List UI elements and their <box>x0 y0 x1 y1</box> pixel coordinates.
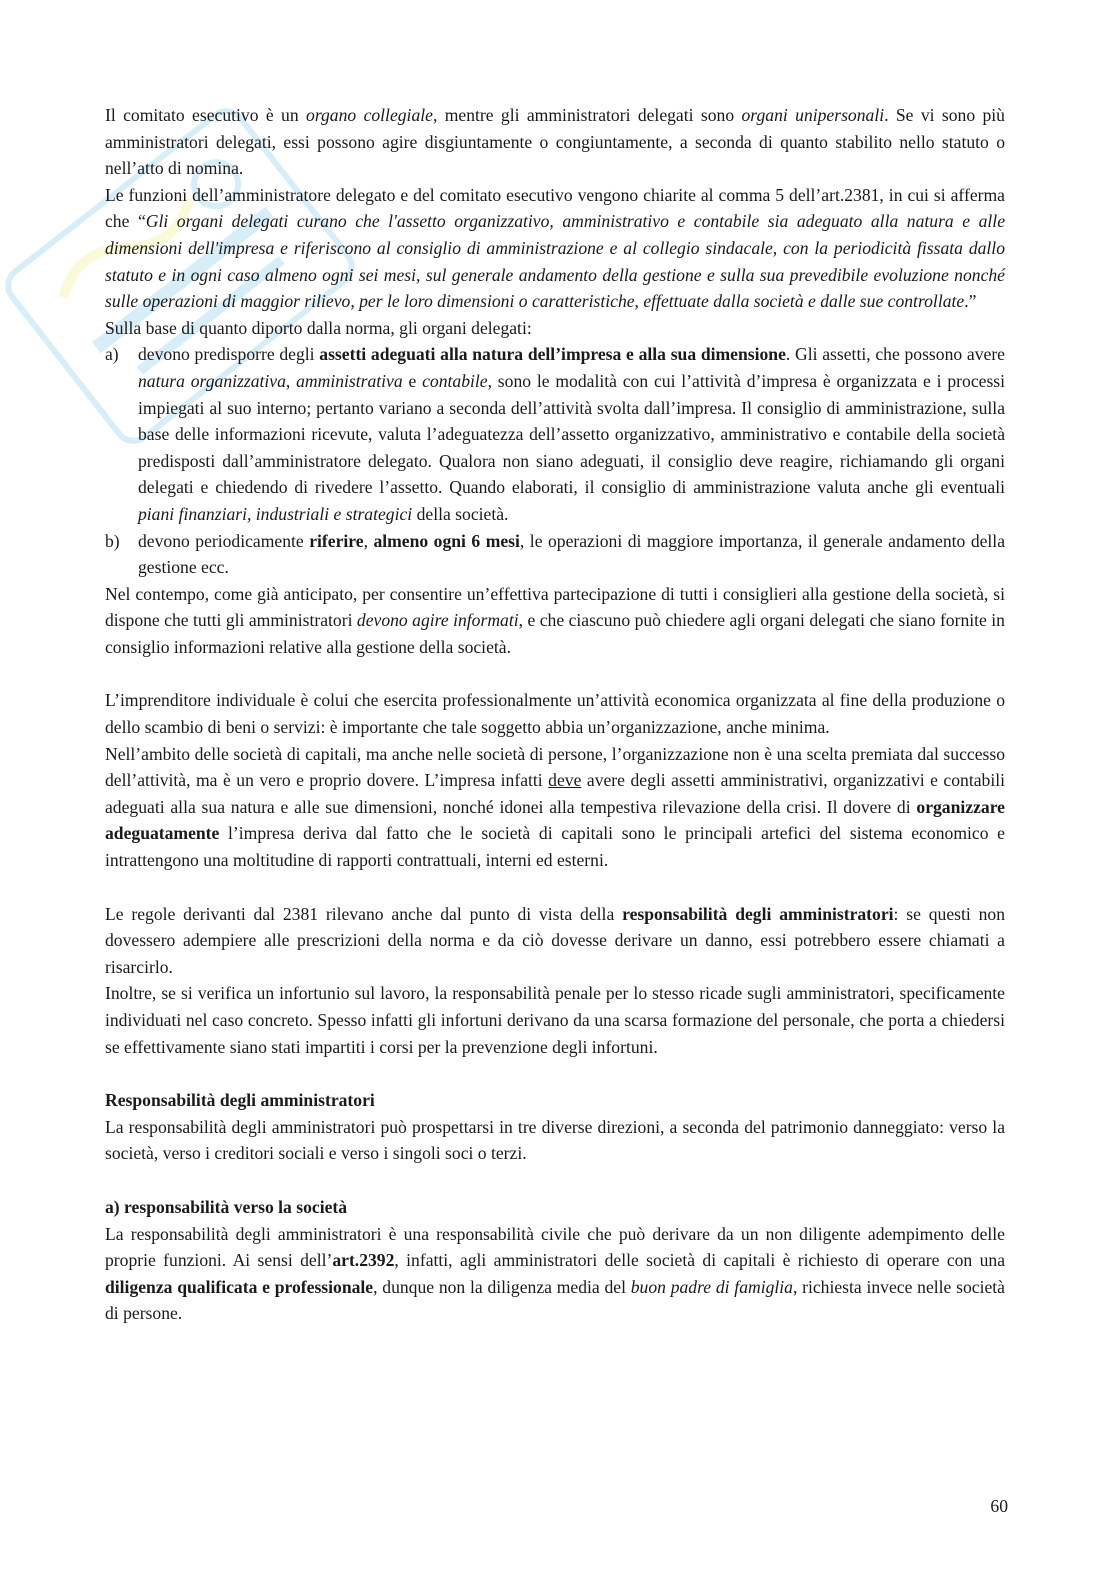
text-run: . Se vi sono più amministratori delegati, essi possono agire disgiuntamente o congiuntamente, a seconda di quanto stabilito nello statuto o nell’atto di nomina. <box>105 105 1005 179</box>
text-run: Le regole derivanti dal 2381 rilevano anche dal punto di vista della <box>105 903 623 924</box>
italic-run: organo collegiale <box>306 105 433 125</box>
text-run: . Gli assetti, che possono avere <box>785 344 1005 365</box>
document-body <box>105 102 1005 1327</box>
text-run: Le funzioni dell’amministratore delegato e del comitato esecutivo vengono chiarite al comma 5 dell’art.2381, in cui si afferma che “ <box>105 184 1005 232</box>
bold-run: art.2392 <box>332 1250 395 1271</box>
paragraph-infortunio: Inoltre, se si verifica un infortunio sul lavoro, la responsabilità penale per lo stesso ricade sugli amministratori, specificamente individuati nel caso concreto. Spesso infatti gli infortuni derivano da una scarsa formazione del personale, che porta a chiedersi se effettivamente siano stati impartiti i corsi per la prevenzione degli infortuni. <box>105 983 1005 1057</box>
paragraph-societa-capitali <box>105 741 1005 874</box>
paragraph-contempo <box>105 581 1005 661</box>
italic-run: amministrativa <box>296 370 403 391</box>
paragraph-gap <box>105 660 1005 687</box>
text-run: Nell’ambito delle società di capitali, ma anche nelle società di persone, l’organizzazione non è una scelta premiata dal successo dell’attività, ma è un vero e proprio dovere. L’impresa infatti <box>105 743 1005 791</box>
text-run: , dunque non la diligenza media del <box>373 1276 631 1297</box>
paragraph-comitato <box>105 102 1005 182</box>
text-run: Nel contempo, come già anticipato, per consentire un’effettiva partecipazione di tutti i consiglieri alla gestione della società, si dispone che tutti gli amministratori <box>105 583 1005 631</box>
bold-run: organizzare adeguatamente <box>105 796 1005 844</box>
text-run: .” <box>964 291 977 312</box>
italic-run: buon padre di famiglia <box>630 1276 793 1297</box>
text-run: devono predisporre degli <box>138 344 320 365</box>
list-item-b <box>105 528 1005 581</box>
text-run: , le operazioni di maggiore importanza, il generale andamento della gestione ecc. <box>138 530 1006 578</box>
paragraph-responsabilita-civile <box>105 1221 1005 1327</box>
bold-run: diligenza qualificata e professionale <box>105 1276 374 1297</box>
paragraph-funzioni <box>105 182 1005 315</box>
text-run: La responsabilità degli amministratori è una responsabilità civile che può derivare da un non diligente adempimento delle proprie funzioni. Ai sensi dell’ <box>105 1223 1005 1271</box>
text-run: , e che ciascuno può chiedere agli organi delegati che siano fornite in consiglio informazioni relative alla gestione della società. <box>105 610 1005 657</box>
italic-run: natura organizzativa <box>138 370 286 391</box>
text-run: , sono le modalità con cui l’attività d’impresa è organizzata e i processi impiegati al suo interno; pertanto variano a seconda dell’attività svolta dall’impresa. Il consiglio di amministrazione, sulla base delle informazioni ricevute, valuta l’adeguatezza dell’assetto organizzativo, amministrativo e contabile della società predisposti dall’amministratore delegato. Qualora non siano adeguati, il consiglio deve reagire, richiamando gli organi delegati e chiedendo di rivedere l’assetto. Quando elaborati, il consiglio di amministrazione valuta anche gli eventuali <box>138 370 1006 498</box>
paragraph-gap <box>105 1167 1005 1194</box>
text-run: , infatti, agli amministratori delle società di capitali è richiesto di operare con una <box>394 1250 1005 1271</box>
text-run: devono periodicamente <box>138 530 310 551</box>
list-marker: a) <box>105 344 119 365</box>
text-run: Il comitato esecutivo è un <box>105 105 307 125</box>
paragraph-gap <box>105 874 1005 901</box>
bold-run: riferire <box>309 530 364 551</box>
italic-run: organi unipersonali <box>741 105 885 125</box>
bold-run: almeno ogni 6 mesi <box>373 530 520 551</box>
paragraph-tre-direzioni: La responsabilità degli amministratori può prospettarsi in tre diverse direzioni, a seconda del patrimonio danneggiato: verso la società, verso i creditori sociali e verso i singoli soci o terzi. <box>105 1116 1005 1164</box>
section-heading-responsabilita: Responsabilità degli amministratori <box>105 1090 375 1111</box>
list-item-a <box>105 341 1005 527</box>
underlined-run: deve <box>548 770 582 791</box>
italic-run: contabile <box>422 370 488 391</box>
italic-quote: Gli organi delegati curano che l'assetto organizzativo, amministrativo e contabile sia adeguato alla natura e alle dimensioni dell'impresa e riferiscono al consiglio di amministrazione e al collegio sindacale, con la periodicità fissata dallo statuto e in ogni caso almeno ogni sei mesi, sul generale andamento della gestione e sulla sua prevedibile evoluzione nonché sulle operazioni di maggior rilievo, per le loro dimensioni o caratteristiche, effettuate dalla società e dalle sue controllate <box>105 211 1005 312</box>
text-run: : se questi non dovessero adempiere alle prescrizioni della norma e da ciò dovesse derivare un danno, essi potrebbero essere chiamati a risarcirlo. <box>105 903 1005 977</box>
paragraph-regole-2381 <box>105 901 1005 981</box>
text-run: e <box>402 370 423 391</box>
page-number: 60 <box>990 1496 1008 1516</box>
text-run: della società. <box>412 503 509 524</box>
text-run: , <box>363 530 374 551</box>
text-run: avere degli assetti amministrativi, organizzativi e contabili adeguati alla sua natura e alle sue dimensioni, nonché idonei alla tempestiva rilevazione della crisi. Il dovere di <box>105 770 1005 817</box>
subsection-heading-verso-societa: a) responsabilità verso la società <box>105 1196 348 1217</box>
bold-run: assetti adeguati alla natura dell’impresa e alla sua dimensione <box>319 344 786 365</box>
text-run: l’impresa deriva dal fatto che le società di capitali sono le principali artefici del sistema economico e intrattengono una moltitudine di rapporti contrattuali, interni ed esterni. <box>105 823 1005 871</box>
paragraph-imprenditore: L’imprenditore individuale è colui che esercita professionalmente un’attività economica organizzata al fine della produzione o dello scambio di beni o servizi: è importante che tale soggetto abbia un’organizzazione, anche minima. <box>105 690 1005 738</box>
text-run: , richiesta invece nelle società di persone. <box>105 1276 1005 1324</box>
text-run: , mentre gli amministratori delegati sono <box>432 105 742 125</box>
text-run: , <box>285 370 297 391</box>
list-marker: b) <box>105 530 120 551</box>
italic-run: piani finanziari, industriali e strategici <box>138 503 413 524</box>
bold-run: responsabilità degli amministratori <box>622 903 894 924</box>
paragraph-gap <box>105 1060 1005 1087</box>
italic-run: devono agire informati <box>356 610 519 631</box>
paragraph-organi-delegati: Sulla base di quanto diporto dalla norma, gli organi delegati: <box>105 317 532 338</box>
